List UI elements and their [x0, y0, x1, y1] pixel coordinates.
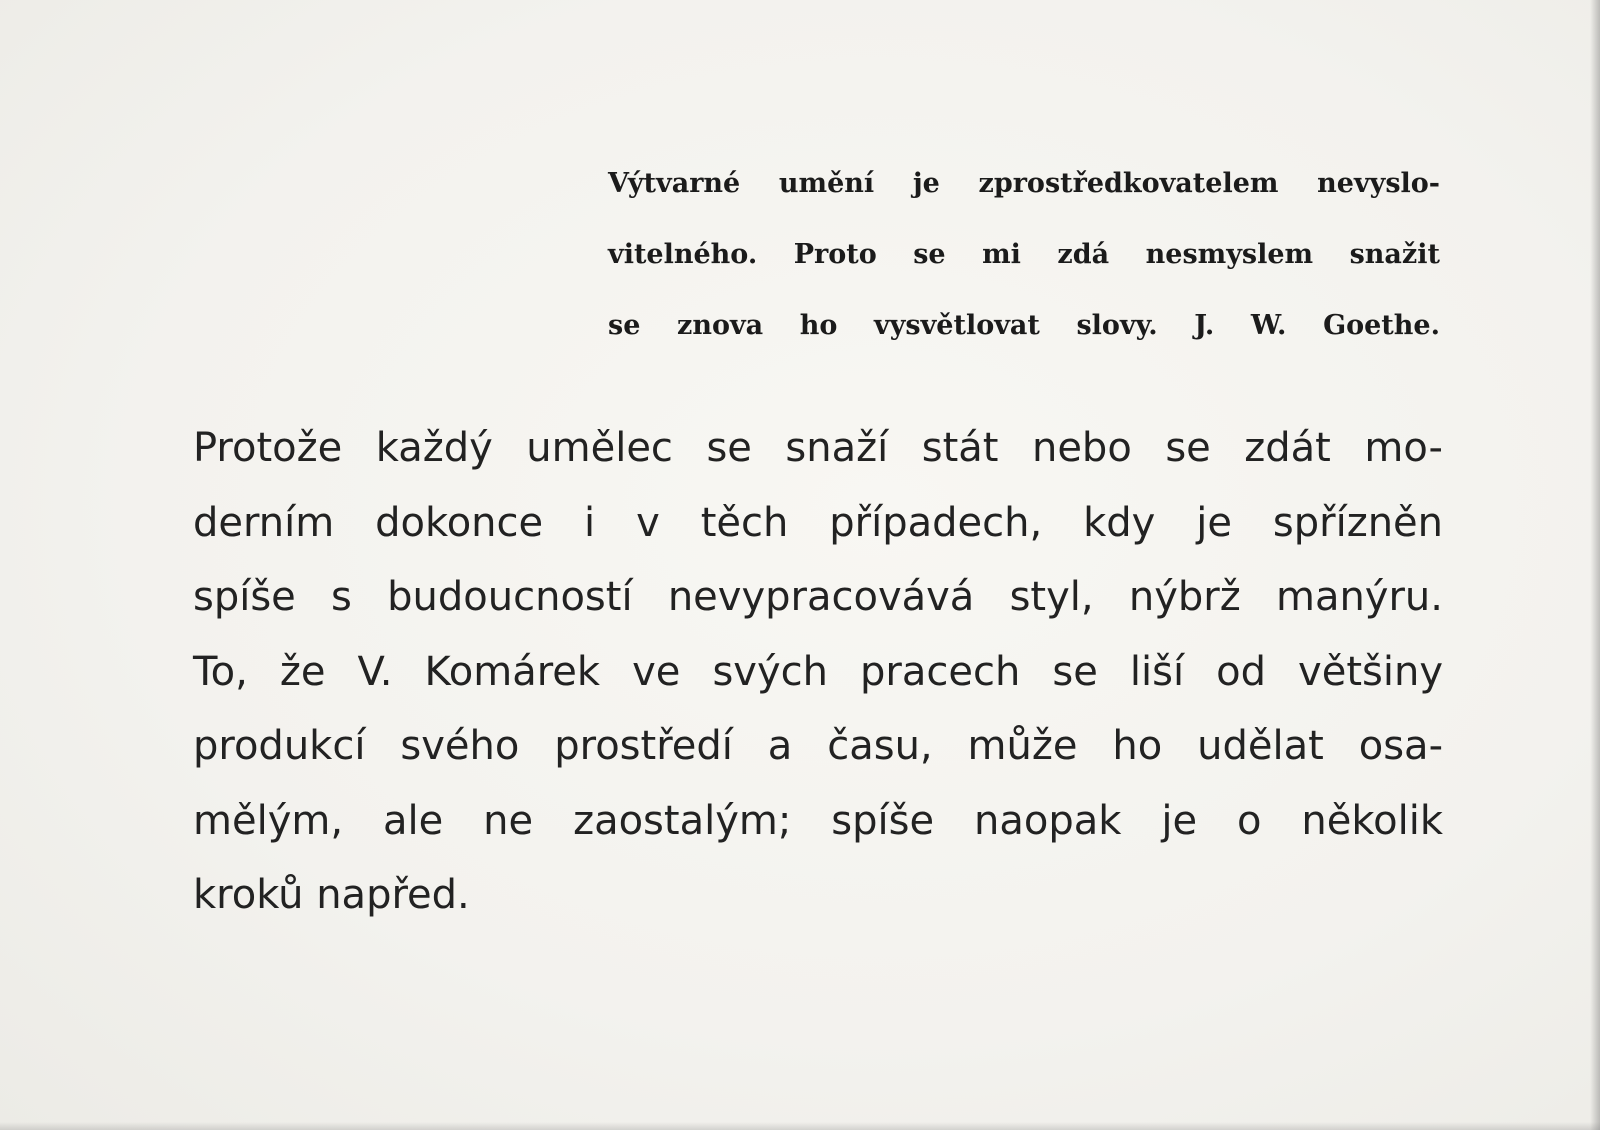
body-line: mělým, ale ne zaostalým; spíše naopak je o několik — [193, 797, 1443, 844]
quote-line: Výtvarné umění je zprostředkovatelem nevyslo- — [608, 168, 1440, 199]
body-line: derním dokonce i v těch případech, kdy je spřízněn — [193, 499, 1443, 546]
body-paragraph — [193, 418, 1443, 940]
quote-line: se znova ho vysvětlovat slovy. J. W. Goethe. — [608, 310, 1440, 341]
body-line: Protože každý umělec se snaží stát nebo se zdát mo- — [193, 425, 1443, 471]
body-line: produkcí svého prostředí a času, může ho udělat osa- — [193, 723, 1443, 769]
body-line: spíše s budoucností nevypracovává styl, nýbrž manýru. — [193, 574, 1443, 620]
goethe-quote — [608, 160, 1440, 373]
quote-line: vitelného. Proto se mi zdá nesmyslem snažit — [608, 239, 1440, 270]
page-edge-shadow — [1590, 0, 1600, 1130]
body-line: To, že V. Komárek ve svých pracech se liší od většiny — [193, 648, 1443, 695]
page-bottom-shadow — [0, 1122, 1600, 1130]
body-line: kroků napřed. — [193, 872, 470, 918]
